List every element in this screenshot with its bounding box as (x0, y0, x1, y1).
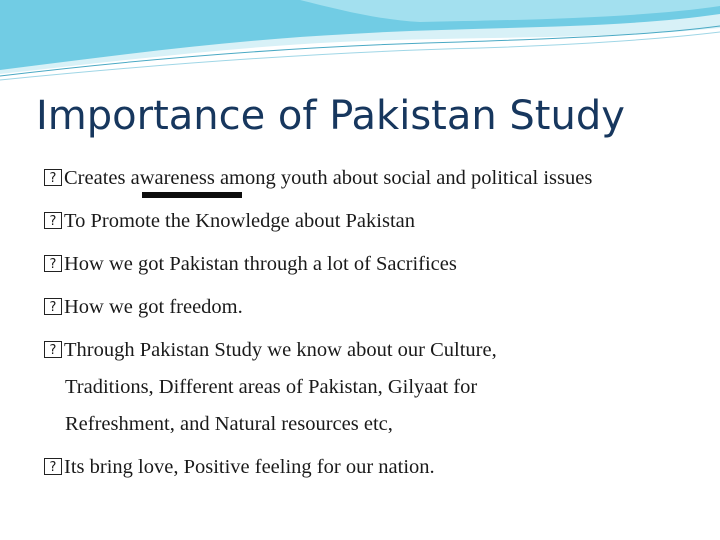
bullet-list (44, 160, 704, 492)
list-item (44, 289, 704, 326)
bullet-text: Creates awareness among youth about social and political issues (64, 167, 593, 189)
list-item (44, 246, 704, 283)
slide-title: Importance of Pakistan Study (36, 93, 625, 139)
bullet-placeholder-icon (44, 212, 62, 229)
list-item (44, 160, 704, 197)
list-item (44, 332, 704, 443)
bullet-text: Its bring love, Positive feeling for our nation. (64, 456, 435, 478)
bullet-text-continuation: Traditions, Different areas of Pakistan, Gilyaat for (65, 376, 478, 398)
list-item (44, 203, 704, 240)
bullet-placeholder-icon (44, 341, 62, 358)
list-item (44, 449, 704, 486)
bullet-placeholder-icon (44, 169, 62, 186)
bullet-placeholder-icon (44, 255, 62, 272)
bullet-text: How we got freedom. (64, 296, 243, 318)
bullet-placeholder-icon (44, 458, 62, 475)
bullet-text: To Promote the Knowledge about Pakistan (64, 210, 415, 232)
bullet-text: How we got Pakistan through a lot of Sacrifices (64, 253, 457, 275)
header-wave-decoration (0, 0, 720, 90)
bullet-text: Through Pakistan Study we know about our Culture, (64, 339, 497, 361)
bullet-placeholder-icon (44, 298, 62, 315)
bullet-text-continuation: Refreshment, and Natural resources etc, (65, 413, 393, 435)
